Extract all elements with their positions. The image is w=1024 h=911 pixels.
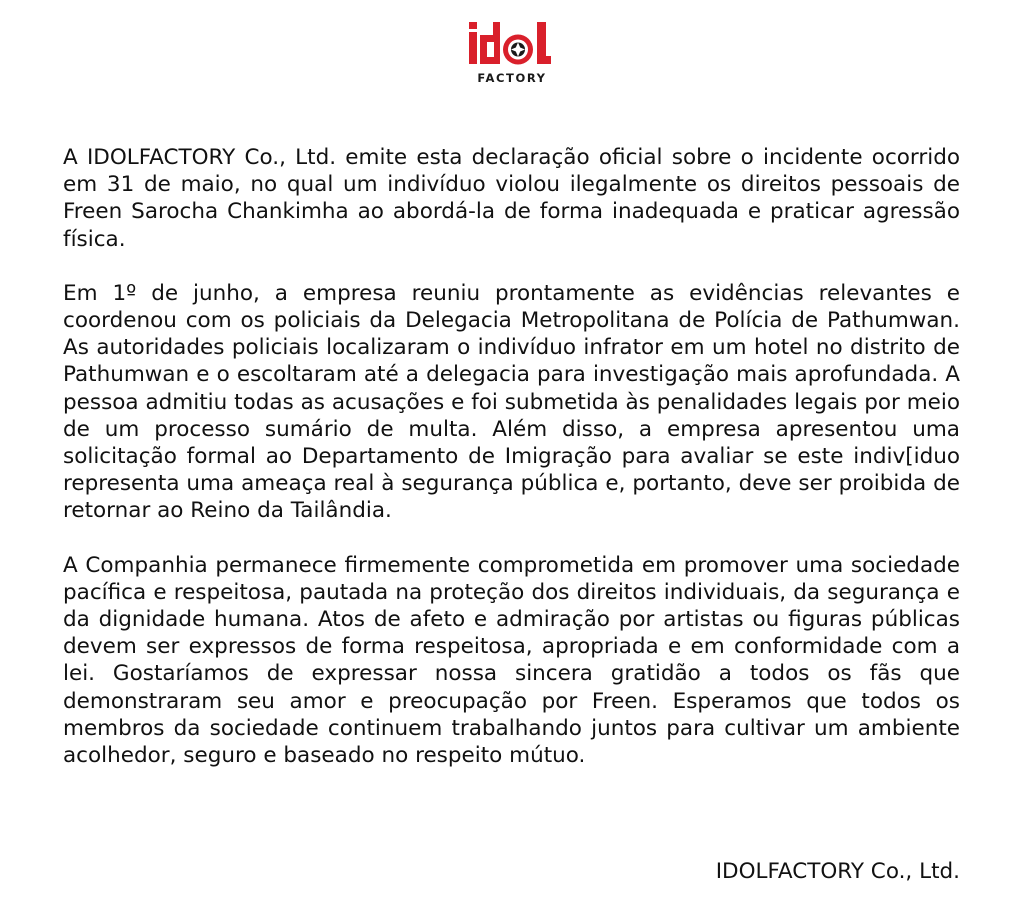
statement-paragraph-2: Em 1º de junho, a empresa reuniu prontamente as evidências relevantes e coordenou com os policiais da Delegacia Metropolitana de Polícia de Pathumwan. As autoridades policiais localizaram o indivíduo infrator em um hotel no distrito de Pathumwan e o escoltaram até a delegacia para investigação mais aprofundada. A pessoa admitiu todas as acusações e foi submetida às penalidades legais por meio de um processo sumário de multa. Além disso, a empresa apresentou uma solicitação formal ao Departamento de Imigração para avaliar se este indiv[iduo representa uma ameaça real à segurança pública e, portanto, deve ser proibida de retornar ao Reino da Tailândia.: [63, 280, 960, 524]
idolfactory-logo: [462, 16, 562, 88]
statement-paragraph-3: A Companhia permanece firmemente comprometida em promover uma sociedade pacífica e respeitosa, pautada na proteção dos direitos individuais, da segurança e da dignidade humana. Atos de afeto e admiração por artistas ou figuras públicas devem ser expressos de forma respeitosa, apropriada e em conformidade com a lei. Gostaríamos de expressar nossa sincera gratidão a todos os fãs que demonstraram seu amor e preocupação por Freen. Esperamos que todos os membros da sociedade continuem trabalhando juntos para cultivar um ambiente acolhedor, seguro e baseado no respeito mútuo.: [63, 552, 960, 769]
statement-signature: IDOLFACTORY Co., Ltd.: [715, 859, 960, 884]
logo-d-ascender: [493, 22, 500, 36]
logo-d-counter: [487, 42, 494, 57]
logo-factory-text: FACTORY: [477, 71, 547, 85]
logo-i-dot: [469, 22, 477, 29]
idolfactory-logo-mark: [462, 16, 562, 88]
logo-i-stem: [469, 32, 477, 64]
statement-body: [63, 144, 960, 769]
statement-paragraph-1: A IDOLFACTORY Co., Ltd. emite esta declaração oficial sobre o incidente ocorrido em 31 de maio, no qual um indivíduo violou ilegalmente os direitos pessoais de Freen Sarocha Chankimha ao abordá-la de forma inadequada e praticar agressão física.: [63, 145, 960, 252]
logo-l-foot: [537, 56, 551, 64]
